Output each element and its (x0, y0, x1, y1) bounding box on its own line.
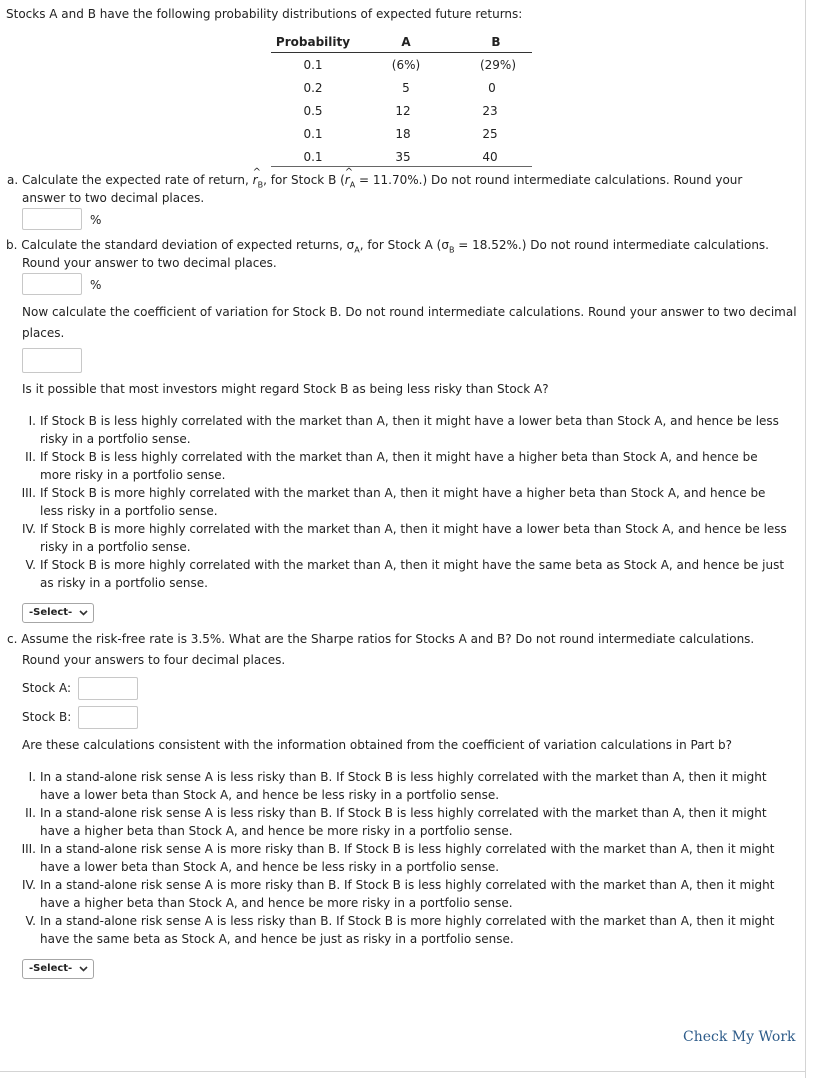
risk-question: Is it possible that most investors might regard Stock B as being less risky than Stock A? (22, 382, 549, 396)
std-dev-a-input[interactable] (22, 273, 82, 295)
list-item: II. In a stand-alone risk sense A is less risky than B. If Stock B is less highly correlated with the market than A, then it might have a higher beta than Stock A, and hence be more risky in a portfolio sense. (25, 806, 767, 838)
chevron-down-icon (79, 964, 88, 973)
part-c-options-list (14, 768, 804, 948)
list-item: III. If Stock B is more highly correlated with the market than A, then it might have a higher beta than Stock A, and hence be less risky in a portfolio sense. (21, 486, 766, 518)
part-c-question-line2: Round your answers to four decimal places. (22, 653, 286, 667)
table-cell: 40 (482, 150, 498, 164)
chevron-down-icon (79, 608, 88, 617)
table-cell: 5 (402, 81, 410, 95)
part-b-question-line2: Round your answer to two decimal places. (22, 256, 277, 270)
table-cell: (6%) (391, 58, 421, 72)
table-cell: 0.1 (303, 150, 323, 164)
table-cell: 23 (482, 104, 498, 118)
part-a-question-line2: answer to two decimal places. (22, 191, 205, 205)
percent-unit: % (90, 213, 102, 227)
table-cell: (29%) (479, 58, 517, 72)
table-bottom-rule (271, 166, 532, 167)
expected-return-b-input[interactable] (22, 208, 82, 230)
intro-text: Stocks A and B have the following probability distributions of expected future returns: (6, 7, 523, 21)
part-b-question: b. Calculate the standard deviation of expected returns, $\sigma_A$, for Stock A $(\sigma_B = 18.52\%.)$ Do not round intermediate calculations. (6, 238, 769, 255)
part-b-options-list (14, 412, 804, 592)
percent-unit: % (90, 278, 102, 292)
list-item: II. If Stock B is less highly correlated with the market than A, then it might have a higher beta than Stock A, and hence be more risky in a portfolio sense. (25, 450, 758, 482)
table-cell: 0.5 (303, 104, 323, 118)
table-cell: 0.2 (303, 81, 323, 95)
table-cell: 35 (395, 150, 411, 164)
part-c-question: c. Assume the risk-free rate is 3.5%. What are the Sharpe ratios for Stocks A and B? Do not round intermediate calculations. (7, 632, 755, 646)
table-cell: 25 (482, 127, 498, 141)
sharpe-ratio-b-input[interactable] (78, 706, 138, 729)
cv-question-line2: places. (22, 326, 65, 340)
select-label: -Select- (29, 607, 73, 618)
check-my-work-button[interactable]: Check My Work (683, 1029, 796, 1045)
table-cell: 0 (488, 81, 496, 95)
list-item: V. If Stock B is more highly correlated with the market than A, then it might have the same beta as Stock A, and hence be just as risky in a portfolio sense. (25, 558, 785, 590)
coefficient-of-variation-input[interactable] (22, 348, 82, 373)
frame-bottom-border (0, 1071, 806, 1072)
table-cell: 0.1 (303, 127, 323, 141)
stock-b-label: Stock B: (22, 710, 72, 724)
part-a-question: a. Calculate the expected rate of return, ^ $r_B$, for Stock B (^ $r_A = 11.70\%$.) Do not round intermediate calculations. Round your (7, 173, 742, 192)
table-cell: 12 (395, 104, 411, 118)
table-top-rule (271, 52, 532, 53)
consistency-question: Are these calculations consistent with the information obtained from the coefficient of variation calculations in Part b? (22, 738, 733, 752)
list-item: IV. In a stand-alone risk sense A is more risky than B. If Stock B is less highly correlated with the market than A, then it might have a higher beta than Stock A, and hence be more risky in a portfolio sense. (21, 878, 775, 910)
table-header-probability: Probability (275, 35, 351, 49)
frame-right-border (805, 0, 806, 1078)
table-cell: 0.1 (303, 58, 323, 72)
list-item: I. In a stand-alone risk sense A is less risky than B. If Stock B is less highly correlated with the market than A, then it might have a lower beta than Stock A, and hence be less risky in a portfolio sense. (28, 770, 767, 802)
part-c-select[interactable] (22, 959, 94, 979)
list-item: I. If Stock B is less highly correlated with the market than A, then it might have a lower beta than Stock A, and hence be less risky in a portfolio sense. (28, 414, 779, 446)
table-cell: 18 (395, 127, 411, 141)
table-header-a: A (401, 35, 411, 49)
cv-question: Now calculate the coefficient of variation for Stock B. Do not round intermediate calculations. Round your answer to two decimal (22, 305, 797, 319)
list-item: IV. If Stock B is more highly correlated with the market than A, then it might have a lower beta than Stock A, and hence be less risky in a portfolio sense. (21, 522, 787, 554)
select-label: -Select- (29, 963, 73, 974)
list-item: V. In a stand-alone risk sense A is less risky than B. If Stock B is more highly correlated with the market than A, then it might have the same beta as Stock A, and hence be just as risky in a portfolio sense. (25, 914, 775, 946)
stock-a-label: Stock A: (22, 681, 72, 695)
table-header-b: B (491, 35, 501, 49)
sharpe-ratio-a-input[interactable] (78, 677, 138, 700)
list-item: III. In a stand-alone risk sense A is more risky than B. If Stock B is less highly correlated with the market than A, then it might have a lower beta than Stock A, and hence be less risky in a portfolio sense. (21, 842, 775, 874)
part-b-select[interactable] (22, 603, 94, 623)
